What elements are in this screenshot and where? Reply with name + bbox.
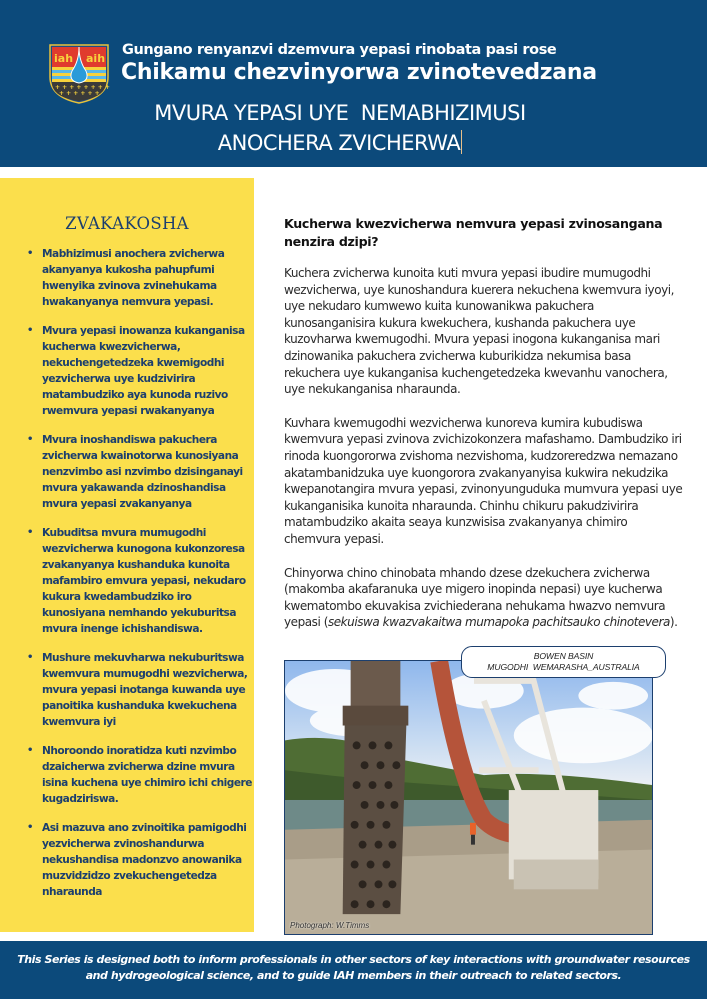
body-paragraph-3-italic: sekuiswa kwazvakaitwa mumapoka pachitsauko chinotevera	[327, 615, 670, 630]
photo-caption-line2: MUGODHI WEMARASHA_AUSTRALIA	[487, 662, 640, 672]
footer-banner	[0, 941, 707, 999]
key-point-item	[27, 743, 254, 807]
header-banner	[0, 0, 707, 167]
sidebar-title: ZVAKAKOSHA	[65, 214, 189, 233]
key-point-item	[27, 432, 254, 512]
bullet-icon: •	[27, 248, 33, 259]
key-point-text: Mabhizimusi anochera zvicherwa akanyanya kukosha pahupfumi hwenyika zvinova zvinehukama hwakanyanya nemvura yepasi.	[42, 248, 225, 308]
bullet-icon: •	[27, 527, 33, 538]
key-point-text: Asi mazuva ano zvinoitika pamigodhi yezvicherwa zvinoshandurwa nekushandisa madonzvo anowanika muzvidzidzo zvekuchengetedza nharaunda	[42, 822, 247, 898]
key-point-item	[27, 525, 254, 637]
body-paragraph-3-end: ).	[669, 615, 678, 630]
document-title-line2-text: ANOCHERA ZVICHERWA	[217, 131, 461, 155]
body-paragraph-3-start: Chinyorwa chino chinobata mhando dzese dzekuchera zvicherwa (makomba akafaranuka uye migero inopinda nepasi) uye kucherwa kwematombo ekuvakisa zvichiederana nehukama hwazvo nemvura yepasi (	[284, 565, 666, 630]
document-title	[110, 98, 570, 158]
document-title-line1: MVURA YEPASI UYE NEMABHIZIMUSI	[154, 101, 526, 125]
key-point-item	[27, 246, 254, 310]
svg-text:iah: iah	[54, 52, 74, 65]
organization-name: Gungano renyanzvi dzemvura yepasi rinobata pasi rose	[122, 42, 557, 58]
main-content	[284, 215, 684, 648]
key-points-sidebar	[0, 178, 254, 932]
key-point-text: Kubuditsa mvura mumugodhi wezvicherwa kunogona kukonzoresa zvakanyanya kushanduka kunoita mafambiro emvura yepasi, nekudaro kukura kwedambudziko iro kunosiyana nemhando yekuburitsa mvura inenge ichishandiswa.	[42, 527, 246, 635]
svg-text:+ + + + + +: + + + + + +	[59, 90, 100, 97]
photo-caption	[461, 646, 666, 678]
key-point-item	[27, 323, 254, 419]
bullet-icon: •	[27, 652, 33, 663]
mine-dewatering-photo	[284, 660, 653, 935]
bullet-icon: •	[27, 434, 33, 445]
series-name: Chikamu chezvinyorwa zvinotevedzana	[121, 60, 597, 85]
key-point-text: Mvura inoshandiswa pakuchera zvicherwa kwainotorwa kunosiyana nenzvimbo asi nzvimbo dzisinganayi mvura yakawanda dzinoshandisa mvura yepasi zvakanyanya	[42, 434, 243, 510]
photo-credit: Photograph: W.Timms	[290, 921, 370, 930]
document-title-line2	[110, 128, 570, 158]
section-heading: Kucherwa kwezvicherwa nemvura yepasi zvinosangana nenzira dzipi?	[284, 216, 663, 249]
photo-illustration	[285, 661, 652, 934]
bullet-icon: •	[27, 325, 33, 336]
key-point-text: Nhoroondo inoratidza kuti nzvimbo dzaicherwa zvicherwa dzine mvura isina kuchena uye chimiro ichi chigere kugadziriswa.	[42, 745, 252, 805]
bullet-icon: •	[27, 745, 33, 756]
key-point-item	[27, 650, 254, 730]
photo-caption-line1: BOWEN BASIN	[533, 651, 594, 661]
svg-text:+ + + + + + + +: + + + + + + + +	[55, 84, 110, 91]
iah-shield-logo-icon	[48, 43, 110, 105]
key-point-item	[27, 820, 254, 900]
body-paragraph-1: Kuchera zvicherwa kunoita kuti mvura yepasi ibudire mumugodhi wezvicherwa, uye kunoshandura kuerera nekuchena kwemvura iyoyi, uye nekudaro kumwewo kuita kunowanikwa pakuchera kunosanganisira kukura kwekuchera, kushanda pakuchera uye kuzovharwa kwemugodhi. Mvura yepasi inogona kukanganisa mari dzinowanika pakuchera zvicherwa kuburikidza nekumisa basa rekuchera uye kukanganisa kuchengetedzeka kwevanhu vanochera, uye nekukanganisa nharaunda.	[284, 266, 675, 397]
key-point-text: Mushure mekuvharwa nekuburitswa kwemvura mumugodhi wezvicherwa, mvura yepasi inotanga kuwanda uye panoitika kushanduka kwekuchena kwemvura iyi	[42, 652, 248, 728]
body-paragraph-3	[284, 565, 684, 631]
body-paragraph-2: Kuvhara kwemugodhi wezvicherwa kunoreva kumira kubudiswa kwemvura yepasi zvinova zvichizokonzera mafashamo. Dambudziko iri rinoda kuongororwa zvishoma nezvishoma, kudzoreredzwa nemazano akatambanidzuka uye kuongorora zvakanyanyisa kukwira nekudzika kwepanotangira mvura yepasi, zvinonyunguduka mumvura yepasi uye kukanganisika kunoita nharaunda. Chinhu chikuru pakudzivirira matambudziko akaita seaya kunzwisisa zvakanyanya chimiro chemvura yepasi.	[284, 415, 683, 546]
footer-text: This Series is designed both to inform professionals in other sectors of key interactions with groundwater resources and hydrogeological science, and to guide IAH members in their outreach to related sectors.	[17, 953, 690, 982]
key-points-list	[27, 246, 254, 913]
text-cursor	[461, 130, 462, 154]
key-point-text: Mvura yepasi inowanza kukanganisa kucherwa kwezvicherwa, nekuchengetedzeka kwemigodhi yezvicherwa uye kudzivirira matambudziko aya kunoda ruzivo rwemvura yepasi rwakanyanya	[42, 325, 245, 417]
svg-text:aih: aih	[86, 52, 106, 65]
bullet-icon: •	[27, 822, 33, 833]
